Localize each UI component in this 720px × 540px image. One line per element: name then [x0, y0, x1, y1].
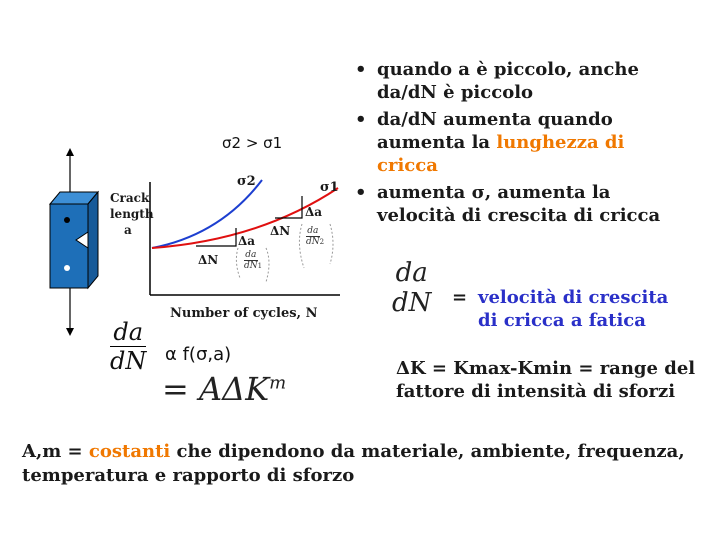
- delta-a-small: Δa: [238, 234, 256, 248]
- bullet-1: • quando a è piccolo, anche da/dN è piccolo: [355, 59, 639, 103]
- load-arrow-up-icon: [66, 148, 74, 156]
- bullet-2: • da/dN aumenta quando aumenta la lunghezza di cricca: [355, 109, 625, 176]
- definition-text: velocità di crescita di cricca a fatica: [478, 287, 669, 331]
- specimen: [50, 204, 88, 288]
- sigma2-label: σ2: [237, 174, 256, 189]
- sigma-relation-label: σ2 > σ1: [222, 134, 283, 152]
- y-axis-label-3: a: [124, 223, 132, 237]
- delta-n-big: ΔN: [270, 224, 291, 238]
- load-arrow-down-icon: [66, 328, 74, 336]
- slope-1: $\frac{da}{dN}$: [244, 250, 258, 271]
- delta-a-big: Δa: [305, 205, 323, 219]
- definition-fraction: da dN: [392, 258, 432, 318]
- slope-2: $\frac{da}{dN}$: [306, 226, 320, 247]
- bullet-list: [355, 58, 715, 227]
- x-axis-label: Number of cycles, N: [170, 306, 318, 321]
- bullet-3: • aumenta σ, aumenta la velocità di crescita di cricca: [355, 182, 661, 226]
- definition-equals: =: [452, 287, 468, 308]
- law-equation: = $A\Delta K^m$: [162, 370, 287, 408]
- sigma1-label: σ1: [320, 180, 339, 195]
- delta-n-small: ΔN: [198, 253, 219, 267]
- y-axis-label-2: length: [110, 207, 154, 221]
- law-fraction: $\frac{da}{dN}$: [110, 318, 147, 375]
- law-proportional: α f(σ,a): [165, 344, 232, 365]
- y-axis-label-1: Crack: [110, 191, 150, 205]
- range-definition: ΔK = Kmax-Kmin = range del fattore di intensità di sforzi: [396, 358, 696, 402]
- footer-text: A,m = costanti che dipendono da materiale, ambiente, frequenza, temperatura e rapporto di sforzo: [22, 441, 685, 486]
